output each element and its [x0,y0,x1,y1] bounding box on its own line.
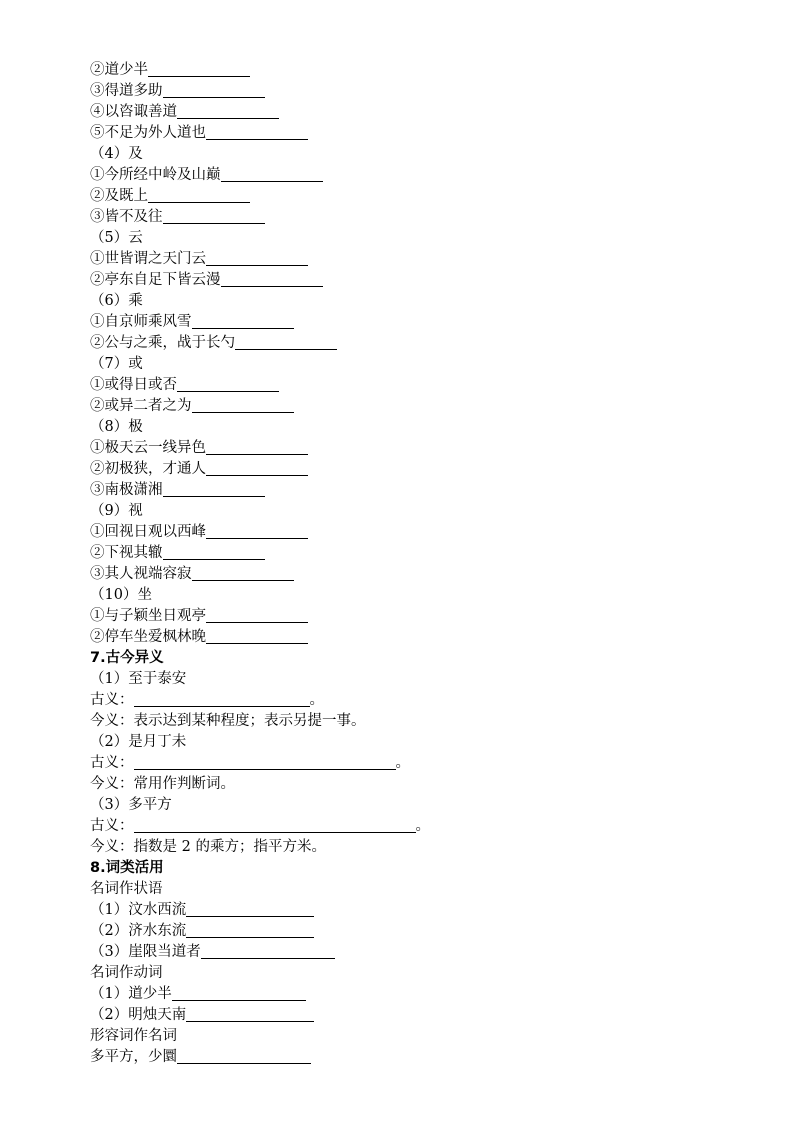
answer-blank[interactable] [163,208,265,224]
fill-blank-question [90,165,750,186]
text-line [90,1026,750,1047]
line-text: （1）道少半 [90,986,172,1002]
text-line [90,291,750,312]
line-text: 形容词作名词 [90,1028,177,1044]
answer-blank[interactable] [192,397,294,413]
fill-blank-question [90,249,750,270]
fill-blank-question [90,81,750,102]
text-line [90,837,750,858]
line-text: ①回视日观以西峰 [90,524,206,540]
line-end-punctuation: 。 [415,818,430,834]
line-text: （9）视 [90,503,143,519]
answer-blank[interactable] [172,985,306,1001]
answer-blank[interactable] [192,565,294,581]
text-line [90,963,750,984]
line-text: ①自京师乘风雪 [90,314,192,330]
line-text: 今义：表示达到某种程度；表示另提一事。 [90,713,366,729]
answer-blank[interactable] [177,376,279,392]
line-text: 古义： [90,755,134,771]
fill-blank-question [90,627,750,648]
fill-blank-question [90,270,750,291]
answer-blank[interactable] [235,334,337,350]
line-text: （10）坐 [90,587,152,603]
text-line [90,774,750,795]
answer-blank[interactable] [134,817,416,833]
text-line [90,711,750,732]
section-heading [90,648,750,669]
fill-blank-question [90,522,750,543]
fill-blank-question [90,942,750,963]
text-line [90,879,750,900]
answer-blank[interactable] [177,103,279,119]
fill-blank-question [90,1005,750,1026]
line-text: ①或得日或否 [90,377,177,393]
fill-blank-question [90,312,750,333]
text-line [90,144,750,165]
text-line [90,732,750,753]
line-text: ②下视其辙 [90,545,163,561]
answer-blank[interactable] [206,460,308,476]
line-text: 8.词类活用 [90,860,164,876]
answer-blank[interactable] [163,82,265,98]
answer-blank[interactable] [206,124,308,140]
fill-blank-question [90,60,750,81]
answer-blank[interactable] [148,61,250,77]
answer-blank[interactable] [163,544,265,560]
text-line [90,795,750,816]
line-text: ③皆不及往 [90,209,163,225]
line-text: （3）多平方 [90,797,172,813]
fill-blank-question [90,396,750,417]
fill-blank-question [90,102,750,123]
fill-blank-question [90,480,750,501]
text-line [90,417,750,438]
line-text: ②或异二者之为 [90,398,192,414]
answer-blank[interactable] [186,901,314,917]
line-text: 古义： [90,692,134,708]
fill-blank-question [90,459,750,480]
line-text: （2）明烛天南 [90,1007,187,1023]
fill-blank-question [90,564,750,585]
text-line [90,669,750,690]
line-text: ③其人视端容寂 [90,566,192,582]
answer-blank[interactable] [163,481,265,497]
line-text: 今义：常用作判断词。 [90,776,235,792]
line-text: （3）崖限当道者 [90,944,201,960]
fill-blank-question [90,186,750,207]
line-text: ①与子颖坐日观亭 [90,608,206,624]
section-heading [90,858,750,879]
fill-blank-question [90,690,750,711]
line-text: ②停车坐爱枫林晚 [90,629,206,645]
answer-blank[interactable] [177,1048,311,1064]
answer-blank[interactable] [221,166,323,182]
text-line [90,585,750,606]
answer-blank[interactable] [186,922,314,938]
line-text: ③得道多助 [90,83,163,99]
line-text: （2）济水东流 [90,923,187,939]
fill-blank-question [90,333,750,354]
line-text: （1）至于泰安 [90,671,187,687]
fill-blank-question [90,438,750,459]
document-body [90,60,750,1068]
answer-blank[interactable] [201,943,335,959]
line-text: 古义： [90,818,134,834]
fill-blank-question [90,816,750,837]
line-text: ①极天云一线异色 [90,440,206,456]
fill-blank-question [90,606,750,627]
answer-blank[interactable] [206,607,308,623]
line-text: 多平方，少圜 [90,1049,177,1065]
fill-blank-question [90,984,750,1005]
line-end-punctuation: 。 [395,755,410,771]
line-text: ①世皆谓之天门云 [90,251,206,267]
answer-blank[interactable] [186,1006,314,1022]
line-text: （6）乘 [90,293,143,309]
line-text: （4）及 [90,146,143,162]
answer-blank[interactable] [206,628,308,644]
answer-blank[interactable] [221,271,323,287]
fill-blank-question [90,900,750,921]
answer-blank[interactable] [192,313,294,329]
text-line [90,228,750,249]
line-text: （7）或 [90,356,143,372]
line-text: ①今所经中岭及山巅 [90,167,221,183]
line-text: ②公与之乘，战于长勺 [90,335,235,351]
answer-blank[interactable] [206,250,308,266]
answer-blank[interactable] [206,439,308,455]
fill-blank-question [90,921,750,942]
line-text: 今义：指数是 2 的乘方；指平方米。 [90,839,326,855]
line-end-punctuation: 。 [309,692,324,708]
line-text: ③南极潇湘 [90,482,163,498]
fill-blank-question [90,543,750,564]
line-text: （8）极 [90,419,143,435]
line-text: 7.古今异义 [90,650,164,666]
line-text: ②初极狭，才通人 [90,461,206,477]
line-text: （1）汶水西流 [90,902,187,918]
line-text: ②及既上 [90,188,148,204]
line-text: （5）云 [90,230,143,246]
fill-blank-question [90,1047,750,1068]
answer-blank[interactable] [148,187,250,203]
fill-blank-question [90,123,750,144]
fill-blank-question [90,207,750,228]
line-text: 名词作状语 [90,881,163,897]
line-text: 名词作动词 [90,965,163,981]
answer-blank[interactable] [134,691,310,707]
fill-blank-question [90,375,750,396]
line-text: ②亭东自足下皆云漫 [90,272,221,288]
fill-blank-question [90,753,750,774]
line-text: ⑤不足为外人道也 [90,125,206,141]
line-text: ②道少半 [90,62,148,78]
line-text: ④以咨诹善道 [90,104,177,120]
text-line [90,354,750,375]
text-line [90,501,750,522]
line-text: （2）是月丁未 [90,734,187,750]
answer-blank[interactable] [206,523,308,539]
answer-blank[interactable] [134,754,396,770]
